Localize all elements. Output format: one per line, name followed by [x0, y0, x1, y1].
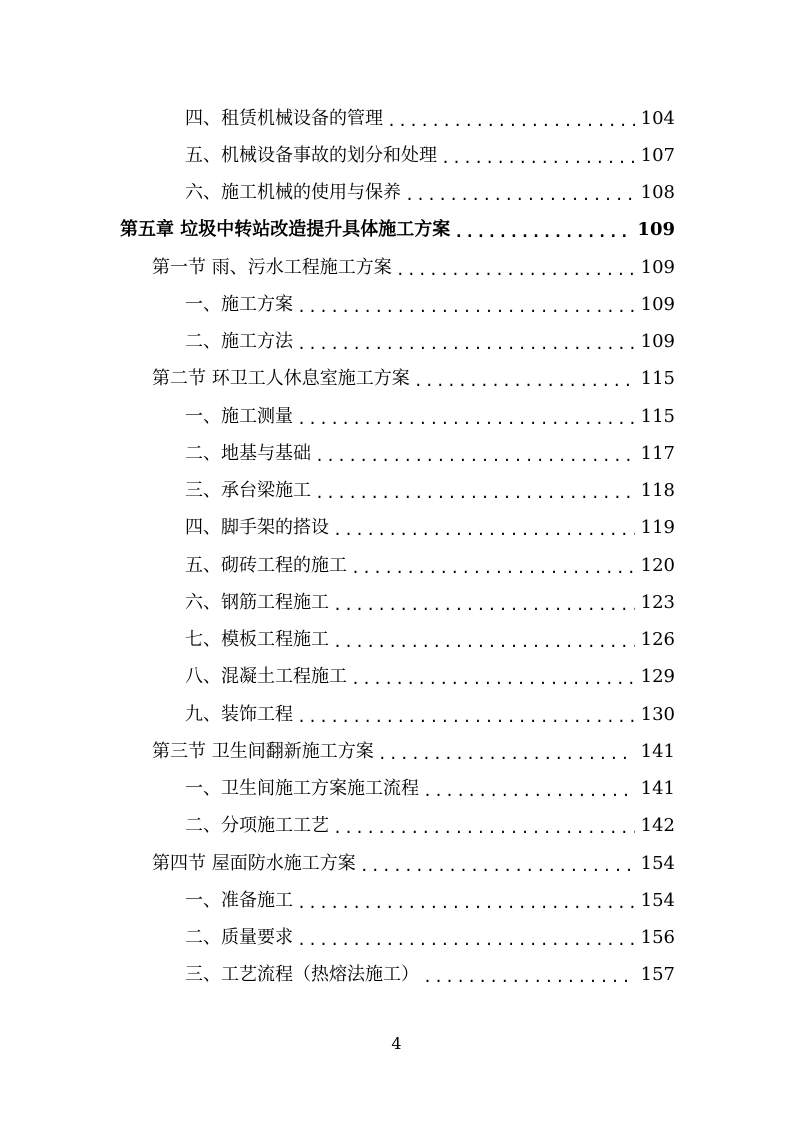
- toc-entry-title: 二、地基与基础: [185, 442, 311, 464]
- toc-entry-title: 七、模板工程施工: [185, 629, 329, 651]
- toc-dot-leader: [351, 669, 635, 689]
- toc-section-entry[interactable]: [0, 249, 793, 286]
- toc-subsection-entry[interactable]: [0, 435, 793, 472]
- toc-dot-leader: [297, 334, 635, 354]
- toc-entry-page: 104: [640, 107, 675, 129]
- toc-subsection-entry[interactable]: [0, 398, 793, 435]
- toc-entry-title: 九、装饰工程: [185, 703, 293, 725]
- toc-subsection-entry[interactable]: [0, 510, 793, 547]
- toc-entry-page: 120: [640, 554, 675, 576]
- toc-entry-title: 一、卫生间施工方案施工流程: [185, 778, 419, 800]
- toc-entry-page: 154: [640, 852, 675, 874]
- toc-dot-leader: [423, 967, 635, 987]
- toc-dot-leader: [396, 260, 635, 280]
- toc-entry-title: 六、钢筋工程施工: [185, 591, 329, 613]
- toc-dot-leader: [378, 744, 635, 764]
- toc-dot-leader: [333, 632, 635, 652]
- toc-entry-title: 三、工艺流程（热熔法施工）: [185, 964, 419, 986]
- toc-entry-page: 115: [640, 368, 675, 390]
- toc-dot-leader: [414, 371, 635, 391]
- toc-entry-page: 115: [640, 405, 675, 427]
- toc-subsection-entry[interactable]: [0, 584, 793, 621]
- toc-entry-page: 109: [640, 331, 675, 353]
- toc-dot-leader: [387, 111, 635, 131]
- toc-entry-title: 五、砌砖工程的施工: [185, 554, 347, 576]
- toc-entry-page: 123: [640, 591, 675, 613]
- toc-entry-page: 156: [640, 927, 675, 949]
- toc-dot-leader: [315, 446, 635, 466]
- toc-dot-leader: [360, 856, 635, 876]
- toc-section-entry[interactable]: [0, 733, 793, 770]
- toc-entry-page: 109: [637, 219, 675, 241]
- toc-dot-leader: [441, 148, 635, 168]
- toc-entry-page: 154: [640, 889, 675, 911]
- toc-entry-page: 130: [640, 703, 675, 725]
- toc-subsection-entry[interactable]: [0, 696, 793, 733]
- toc-subsection-entry[interactable]: [0, 137, 793, 174]
- toc-entry-title: 一、准备施工: [185, 889, 293, 911]
- toc-entry-page: 109: [640, 293, 675, 315]
- toc-entry-page: 107: [640, 144, 675, 166]
- toc-subsection-entry[interactable]: [0, 771, 793, 808]
- toc-entry-page: 108: [640, 182, 675, 204]
- toc-entry-title: 第二节 环卫工人休息室施工方案: [152, 368, 410, 390]
- toc-entry-title: 一、施工测量: [185, 405, 293, 427]
- toc-dot-leader: [297, 893, 635, 913]
- toc-dot-leader: [454, 222, 631, 242]
- toc-entry-page: 109: [640, 256, 675, 278]
- toc-section-entry[interactable]: [0, 845, 793, 882]
- toc-subsection-entry[interactable]: [0, 957, 793, 994]
- toc-dot-leader: [297, 707, 635, 727]
- toc-entry-title: 第三节 卫生间翻新施工方案: [152, 740, 374, 762]
- toc-subsection-entry[interactable]: [0, 100, 793, 137]
- toc-entry-page: 141: [640, 778, 675, 800]
- toc-section-entry[interactable]: [0, 361, 793, 398]
- toc-entry-title: 六、施工机械的使用与保养: [185, 182, 401, 204]
- toc-subsection-entry[interactable]: [0, 808, 793, 845]
- toc-subsection-entry[interactable]: [0, 175, 793, 212]
- toc-entry-title: 二、分项施工工艺: [185, 815, 329, 837]
- toc-entry-title: 三、承台梁施工: [185, 480, 311, 502]
- toc-subsection-entry[interactable]: [0, 324, 793, 361]
- toc-subsection-entry[interactable]: [0, 473, 793, 510]
- toc-dot-leader: [423, 781, 635, 801]
- table-of-contents: [0, 100, 793, 994]
- toc-entry-page: 126: [640, 629, 675, 651]
- toc-dot-leader: [333, 520, 635, 540]
- toc-dot-leader: [405, 185, 635, 205]
- toc-subsection-entry[interactable]: [0, 286, 793, 323]
- toc-entry-page: 129: [640, 666, 675, 688]
- toc-dot-leader: [297, 930, 635, 950]
- toc-subsection-entry[interactable]: [0, 920, 793, 957]
- toc-dot-leader: [297, 297, 635, 317]
- toc-entry-page: 157: [640, 964, 675, 986]
- toc-dot-leader: [315, 483, 635, 503]
- toc-entry-title: 八、混凝土工程施工: [185, 666, 347, 688]
- toc-entry-page: 117: [640, 442, 675, 464]
- toc-dot-leader: [351, 558, 635, 578]
- toc-dot-leader: [333, 595, 635, 615]
- page-number: 4: [391, 1034, 402, 1053]
- toc-subsection-entry[interactable]: [0, 882, 793, 919]
- toc-entry-page: 142: [640, 815, 675, 837]
- toc-entry-title: 二、施工方法: [185, 331, 293, 353]
- toc-entry-title: 第一节 雨、污水工程施工方案: [152, 256, 392, 278]
- toc-entry-title: 五、机械设备事故的划分和处理: [185, 144, 437, 166]
- toc-entry-title: 第四节 屋面防水施工方案: [152, 852, 356, 874]
- toc-subsection-entry[interactable]: [0, 547, 793, 584]
- toc-subsection-entry[interactable]: [0, 622, 793, 659]
- toc-entry-title: 二、质量要求: [185, 927, 293, 949]
- toc-dot-leader: [297, 409, 635, 429]
- toc-entry-title: 第五章 垃圾中转站改造提升具体施工方案: [120, 219, 451, 241]
- toc-entry-page: 141: [640, 740, 675, 762]
- toc-entry-title: 四、脚手架的搭设: [185, 517, 329, 539]
- toc-entry-page: 119: [640, 517, 675, 539]
- toc-dot-leader: [333, 818, 635, 838]
- toc-entry-title: 四、租赁机械设备的管理: [185, 107, 383, 129]
- toc-chapter-entry[interactable]: [0, 212, 793, 249]
- toc-entry-title: 一、施工方案: [185, 293, 293, 315]
- toc-entry-page: 118: [640, 480, 675, 502]
- toc-subsection-entry[interactable]: [0, 659, 793, 696]
